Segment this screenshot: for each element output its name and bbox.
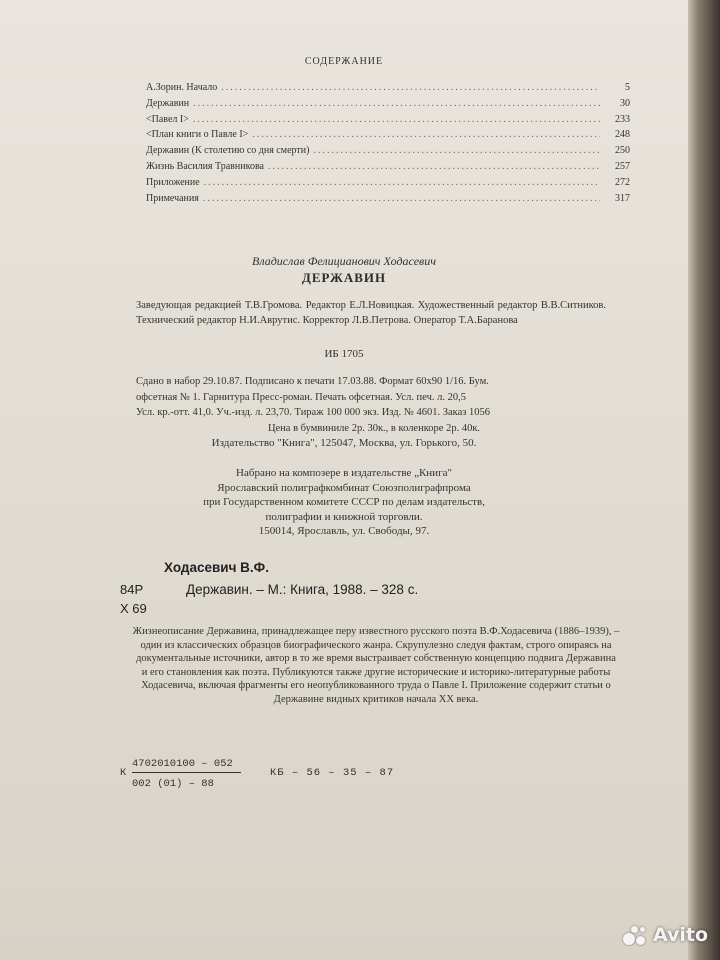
toc-entry-page: 250: [615, 145, 630, 157]
toc-entry-title: А.Зорин. Начало: [146, 82, 218, 93]
toc-row: [146, 98, 630, 114]
toc-entry-page: 30: [620, 97, 630, 109]
toc-row: [146, 177, 630, 193]
classmark-kb-code: КБ – 56 – 35 – 87: [270, 767, 395, 779]
typeset-line: Набрано на композере в издательстве „Книга": [236, 467, 452, 479]
toc-entry-page: 257: [615, 160, 630, 172]
catalog-code-bbk: 84Р: [120, 582, 144, 597]
imprint-ib-number: ИБ 1705: [324, 348, 364, 360]
toc-entry-title: <План книги о Павле I>: [146, 129, 249, 141]
toc-row: [146, 129, 630, 145]
toc-row: [146, 161, 630, 177]
catalog-codes: [120, 580, 147, 618]
toc-row: [146, 82, 630, 98]
toc-entry-title: Державин: [146, 97, 190, 109]
toc-row: [146, 145, 630, 161]
toc-entry-title: Державин (К столетию со дня смерти): [146, 145, 310, 157]
toc-entry-page: 248: [615, 129, 630, 141]
imprint-publisher: Издательство "Книга", 125047, Москва, ул. Горького, 50.: [211, 437, 477, 449]
print-data-line: Цена в бумвиниле 2р. 30к., в коленкоре 2р. 40к.: [267, 422, 481, 434]
catalog-annotation: Жизнеописание Державина, принадлежащее перу известного русского поэта В.Ф.Ходасевича (1886–1939), – один из классических образцов биографического жанра. Скрупулезно следуя фактам, строго опираясь на документальные источники, автор в то же время выстраивает собственную концепцию подвига Державина и его становления как поэта. Публикуются также другие исторические и историко-литературные работы Ходасевича, включая фрагменты его неопубликованного труда о Павле I. Приложение содержит статьи о Державине видных критиков начала XX века.: [132, 626, 620, 705]
print-data-line: Усл. кр.-отт. 41,0. Уч.-изд. л. 23,70. Тираж 100 000 экз. Изд. № 4601. Заказ 1056: [136, 407, 491, 418]
toc-title: СОДЕРЖАНИЕ: [304, 56, 384, 67]
toc-entry-page: 317: [615, 192, 630, 204]
toc-entry-title: <Павел I>: [146, 113, 189, 125]
imprint-credits: Заведующая редакцией Т.В.Громова. Редактор Е.Л.Новицкая. Художественный редактор В.В.Ситников. Технический редактор Н.И.Аврутис. Корректор Л.В.Петрова. Оператор Т.А.Баранова: [136, 300, 606, 326]
print-data-line: офсетная № 1. Гарнитура Пресс-роман. Печать офсетная. Усл. печ. л. 20,5: [136, 391, 466, 403]
typeset-line: полиграфии и книжной торговли.: [265, 510, 423, 523]
table-of-contents: [146, 82, 630, 208]
toc-entry-page: 233: [615, 113, 630, 125]
print-data-line: Сдано в набор 29.10.87. Подписано к печати 17.03.88. Формат 60х90 1/16. Бум.: [136, 376, 489, 387]
avito-logo-icon: [623, 924, 649, 946]
imprint-book-title: ДЕРЖАВИН: [301, 270, 387, 285]
classmark-denominator: 002 (01) – 88: [132, 778, 214, 790]
typeset-line: 150014, Ярославль, ул. Свободы, 97.: [258, 525, 430, 537]
typeset-line: при Государственном комитете СССР по делам издательств,: [203, 496, 485, 508]
book-page-edge: [688, 0, 720, 960]
toc-entry-page: 5: [625, 82, 630, 93]
toc-row: [146, 114, 630, 130]
imprint-print-data: [136, 374, 612, 436]
catalog-author: Ходасевич В.Ф.: [164, 560, 269, 575]
imprint-typeset: [0, 466, 688, 539]
catalog-reference: Державин. – М.: Книга, 1988. – 328 с.: [186, 582, 419, 597]
toc-entry-title: Жизнь Василия Травникова: [146, 160, 264, 172]
toc-row: [146, 193, 630, 209]
classmark-numerator: 4702010100 – 052: [132, 758, 241, 773]
imprint-author: Владислав Фелицианович Ходасевич: [252, 254, 436, 268]
classmark-letter: К: [120, 767, 127, 779]
toc-entry-page: 272: [615, 176, 630, 188]
toc-entry-title: Приложение: [146, 176, 200, 188]
toc-entry-title: Примечания: [146, 192, 199, 204]
catalog-classmark: [120, 758, 420, 808]
avito-watermark: [623, 924, 708, 946]
catalog-code-author-sign: Х 69: [120, 601, 147, 616]
watermark-text: Avito: [652, 924, 708, 946]
typeset-line: Ярославский полиграфкомбинат Союзполиграфпрома: [217, 481, 471, 494]
